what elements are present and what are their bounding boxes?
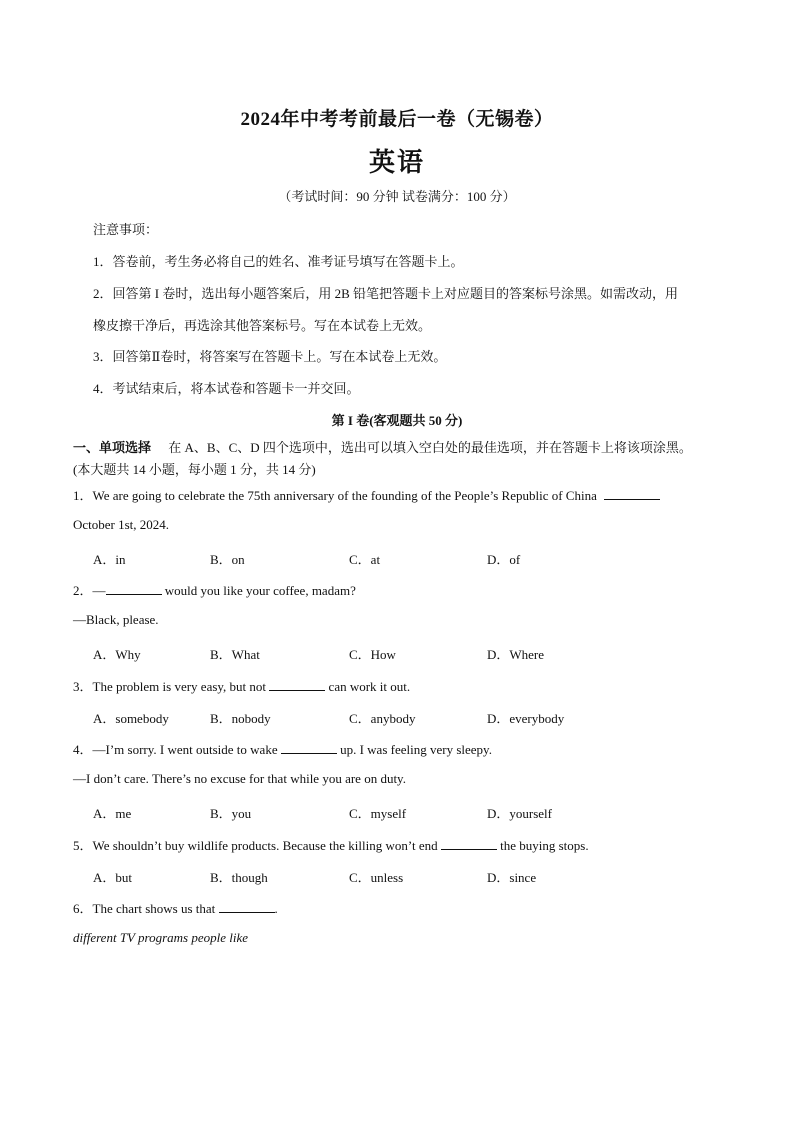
question-6	[73, 898, 278, 917]
answer-blank[interactable]	[604, 487, 660, 500]
option[interactable]: A．me	[93, 806, 132, 821]
notes-heading: 注意事项：	[93, 222, 159, 237]
section-instruction	[73, 437, 692, 456]
option[interactable]: B．you	[210, 806, 252, 821]
question-5	[73, 835, 589, 854]
option[interactable]: B．What	[210, 647, 260, 662]
answer-blank[interactable]	[106, 582, 162, 595]
option[interactable]: C．unless	[349, 870, 404, 885]
question-1	[73, 485, 660, 504]
option[interactable]: D．Where	[487, 647, 545, 662]
exam-info: （考试时间：90 分钟 试卷满分：100 分）	[278, 189, 516, 204]
exam-title: 2024年中考考前最后一卷（无锡卷）	[240, 109, 554, 130]
option[interactable]: A．somebody	[93, 711, 169, 726]
dialogue-reply: —Black, please.	[73, 612, 159, 627]
section-note: (本大题共 14 小题，每小题 1 分，共 14 分)	[73, 462, 316, 477]
dialogue-reply: —I don’t care. There’s no excuse for that while you are on duty.	[73, 771, 406, 786]
chart-caption: different TV programs people like	[73, 930, 248, 945]
option[interactable]: B．though	[210, 870, 268, 885]
option[interactable]: A．in	[93, 552, 126, 567]
option[interactable]: C．at	[349, 552, 381, 567]
section-desc: 在 A、B、C、D 四个选项中，选出可以填入空白处的最佳选项，并在答题卡上将该项涂黑。	[168, 440, 692, 455]
option[interactable]: A．Why	[93, 647, 141, 662]
question-prefix: 2．—	[73, 583, 106, 598]
question-suffix: the buying stops.	[496, 838, 589, 853]
question-prefix: 4．—I’m sorry. I went outside to wake	[73, 742, 281, 757]
section-title: 一、单项选择	[73, 440, 152, 455]
question-prefix: 3．The problem is very easy, but not	[73, 679, 270, 694]
option[interactable]: D．everybody	[487, 711, 565, 726]
question-2	[73, 580, 356, 599]
part1-heading: 第 I 卷(客观题共 50 分)	[331, 413, 463, 428]
option[interactable]: D．since	[487, 870, 537, 885]
question-suffix: would you like your coffee, madam?	[161, 583, 356, 598]
option[interactable]: D．yourself	[487, 806, 552, 821]
option[interactable]: B．nobody	[210, 711, 271, 726]
answer-blank[interactable]	[281, 741, 337, 754]
answer-blank[interactable]	[269, 678, 325, 691]
note-item: 4．考试结束后，将本试卷和答题卡一并交回。	[93, 381, 360, 396]
option[interactable]: C．anybody	[349, 711, 416, 726]
question-prefix: 5．We shouldn’t buy wildlife products. Because the killing won’t end	[73, 838, 441, 853]
question-suffix: up. I was feeling very sleepy.	[336, 742, 492, 757]
option[interactable]: C．myself	[349, 806, 407, 821]
question-text: 1．We are going to celebrate the 75th anniversary of the founding of the People’s Republic of China	[73, 488, 597, 503]
answer-blank[interactable]	[441, 837, 497, 850]
note-item: 1．答卷前，考生务必将自己的姓名、准考证号填写在答题卡上。	[93, 254, 464, 269]
answer-blank[interactable]	[219, 900, 275, 913]
subject-title: 英语	[368, 148, 425, 177]
option[interactable]: D．of	[487, 552, 521, 567]
option[interactable]: A．but	[93, 870, 133, 885]
question-suffix: can work it out.	[325, 679, 411, 694]
note-item: 2．回答第 I 卷时，选出每小题答案后，用 2B 铅笔把答题卡上对应题目的答案标号涂黑。如需改动，用	[93, 286, 679, 301]
question-4	[73, 739, 492, 758]
note-item: 3．回答第Ⅱ卷时，将答案写在答题卡上。写在本试卷上无效。	[93, 349, 447, 364]
option[interactable]: B．on	[210, 552, 245, 567]
option[interactable]: C．How	[349, 647, 396, 662]
question-3	[73, 676, 410, 695]
question-suffix: .	[274, 901, 278, 916]
question-prefix: 6．The chart shows us that	[73, 901, 219, 916]
question-continuation: October 1st, 2024.	[73, 517, 170, 532]
note-item: 橡皮擦干净后，再选涂其他答案标号。写在本试卷上无效。	[93, 318, 432, 333]
